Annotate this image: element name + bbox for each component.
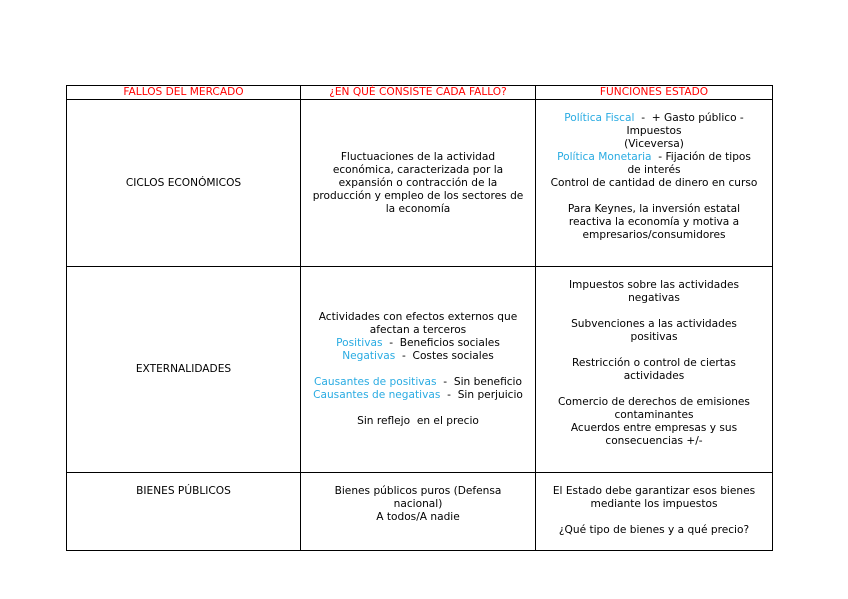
text-line: Restricción o control de ciertas	[572, 357, 736, 369]
cell-consiste-ciclos	[301, 100, 536, 267]
text-line: El Estado debe garantizar esos bienes	[552, 485, 756, 497]
table-row-ciclos	[67, 100, 773, 267]
text-line: producción y empleo de los sectores de	[312, 189, 524, 202]
text-line: Control de cantidad de dinero en curso	[550, 177, 758, 189]
positivas-label: Positivas	[336, 337, 383, 349]
fallo-label: BIENES PÚBLICOS	[136, 485, 231, 497]
text-line: actividades	[623, 370, 685, 382]
text-line: de interés	[627, 164, 681, 176]
text-line: Impuestos sobre las actividades	[568, 279, 740, 291]
spacer	[542, 305, 766, 318]
text-line: positivas	[630, 331, 678, 343]
text-line: Para Keynes, la inversión estatal	[567, 203, 741, 215]
text-line: ¿Qué tipo de bienes y a qué precio?	[558, 524, 750, 536]
cell-fallo-externalidades	[67, 267, 301, 473]
causantes-positivas-label: Causantes de positivas	[314, 376, 437, 388]
header-fallos: FALLOS DEL MERCADO	[67, 86, 301, 100]
causantes-negativas-line	[307, 389, 529, 402]
spacer	[542, 383, 766, 396]
text-line: Subvenciones a las actividades	[571, 318, 737, 330]
market-failures-table	[66, 85, 773, 551]
cell-fallo-bienes	[67, 473, 301, 551]
spacer	[542, 511, 766, 524]
table-row-bienes	[67, 473, 773, 551]
negativas-text: - Costes sociales	[395, 350, 494, 362]
text-line: (Viceversa)	[624, 138, 684, 150]
fallo-label: EXTERNALIDADES	[135, 363, 232, 375]
cell-funciones-bienes	[536, 473, 773, 551]
text-line: A todos/A nadie	[376, 511, 460, 523]
text-line: Sin reflejo en el precio	[357, 415, 479, 427]
text-line: nacional)	[393, 498, 443, 510]
spacer	[307, 363, 529, 376]
spacer	[542, 190, 766, 203]
text-line: empresarios/consumidores	[582, 229, 726, 241]
fiscal-text: - + Gasto público -	[634, 112, 744, 124]
spacer	[307, 402, 529, 415]
header-consiste: ¿EN QUÉ CONSISTE CADA FALLO?	[301, 86, 536, 100]
cell-funciones-externalidades	[536, 267, 773, 473]
causantes-positivas-line	[307, 376, 529, 389]
spacer	[542, 344, 766, 357]
fiscal-line	[542, 112, 766, 125]
text-line: Bienes públicos puros (Defensa	[334, 485, 502, 497]
text-line: expansión o contracción de la	[338, 176, 498, 189]
negativas-label: Negativas	[342, 350, 396, 362]
text-line: afectan a terceros	[369, 324, 467, 336]
text-line: negativas	[628, 292, 680, 304]
cell-funciones-ciclos	[536, 100, 773, 267]
cell-consiste-externalidades	[301, 267, 536, 473]
monetaria-line	[542, 151, 766, 164]
text-line: reactiva la economía y motiva a	[568, 216, 740, 228]
causantes-positivas-text: - Sin beneficio	[436, 376, 522, 388]
text-line: la economía	[385, 202, 451, 215]
monetaria-text: - Fijación de tipos	[651, 151, 751, 163]
cell-fallo-ciclos	[67, 100, 301, 267]
text-line: mediante los impuestos	[590, 498, 718, 510]
causantes-negativas-label: Causantes de negativas	[313, 389, 441, 401]
table-row-externalidades	[67, 267, 773, 473]
header-funciones: FUNCIONES ESTADO	[536, 86, 773, 100]
text-line: contaminantes	[614, 409, 694, 421]
fiscal-label: Política Fiscal	[564, 112, 635, 124]
text-line: consecuencias +/-	[605, 435, 703, 447]
text-line: Comercio de derechos de emisiones	[558, 396, 750, 408]
text-line: Acuerdos entre empresas y sus	[570, 422, 738, 434]
text-line: económica, caracterizada por la	[332, 163, 504, 176]
fallo-label: CICLOS ECONÓMICOS	[125, 176, 242, 189]
text-line: Fluctuaciones de la actividad	[340, 150, 496, 163]
cell-consiste-bienes	[301, 473, 536, 551]
negativas-line	[307, 350, 529, 363]
text-line: Actividades con efectos externos que	[318, 311, 518, 323]
causantes-negativas-text: - Sin perjuicio	[440, 389, 523, 401]
positivas-line	[307, 337, 529, 350]
header-row	[67, 86, 773, 100]
monetaria-label: Política Monetaria	[557, 151, 652, 163]
positivas-text: - Beneficios sociales	[382, 337, 500, 349]
text-line: Impuestos	[626, 125, 682, 137]
